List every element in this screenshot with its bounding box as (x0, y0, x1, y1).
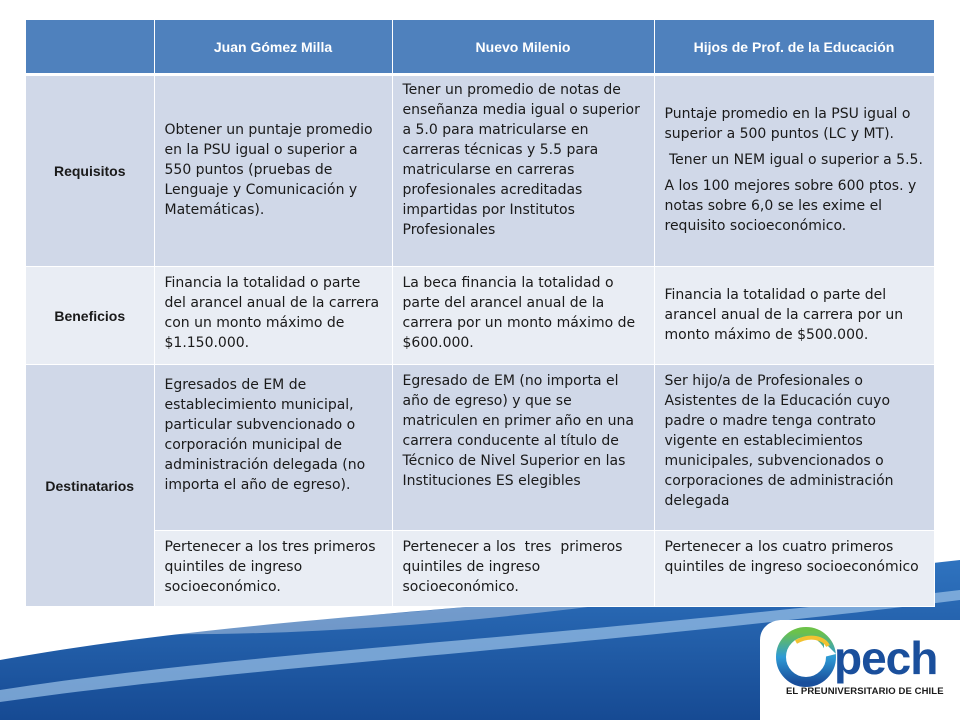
header-juan-gomez-milla: Juan Gómez Milla (154, 20, 392, 75)
scholarship-comparison-table (26, 20, 935, 607)
comparison-table-container (26, 20, 934, 607)
requisito-hpe-line: Tener un NEM igual o superior a 5.5. (664, 152, 923, 168)
row-label-destinatarios: Destinatarios (26, 365, 154, 607)
cell-requisitos-jgm: Obtener un puntaje promedio en la PSU igual o superior a 550 puntos (pruebas de Lenguaje y Comunicación y Matemáticas). (154, 75, 392, 267)
row-requisitos (26, 75, 934, 267)
table-header-row (26, 20, 934, 75)
row-label-beneficios: Beneficios (26, 267, 154, 365)
row-destinatarios-1 (26, 365, 934, 531)
header-nuevo-milenio: Nuevo Milenio (392, 20, 654, 75)
cell-beneficios-nm: La beca financia la totalidad o parte del arancel anual de la carrera por un monto máximo de $600.000. (392, 267, 654, 365)
cell-destinatarios-nm: Egresado de EM (no importa el año de egreso) y que se matriculen en primer año en una carrera conducente al título de Técnico de Nivel Superior en las Instituciones ES elegibles (392, 365, 654, 531)
logo-c-mark (781, 632, 836, 682)
cpech-logo (766, 624, 956, 716)
row-beneficios (26, 267, 934, 365)
cell-destinatarios-jgm: Egresados de EM de establecimiento municipal, particular subvencionado o corporación municipal de administración delegada (no importa el año de egreso). (154, 365, 392, 531)
cell-quintiles-hpe: Pertenecer a los cuatro primeros quintiles de ingreso socioeconómico (654, 531, 934, 607)
requisito-hpe-line: A los 100 mejores sobre 600 ptos. y notas sobre 6,0 se les exime el requisito socioeconómico. (664, 178, 917, 234)
requisito-hpe-line: Puntaje promedio en la PSU igual o superior a 500 puntos (LC y MT). (664, 106, 911, 142)
cell-quintiles-jgm: Pertenecer a los tres primeros quintiles de ingreso socioeconómico. (154, 531, 392, 607)
cell-requisitos-hpe (654, 75, 934, 267)
logo-tagline: EL PREUNIVERSITARIO DE CHILE (786, 686, 944, 697)
header-empty-cell (26, 20, 154, 75)
cell-requisitos-nm: Tener un promedio de notas de enseñanza media igual o superior a 5.0 para matricularse en carreras técnicas y 5.5 para matricularse en carreras profesionales acreditadas impartidas por Institutos Profesionales (392, 75, 654, 267)
cell-destinatarios-hpe: Ser hijo/a de Profesionales o Asistentes de la Educación cuyo padre o madre tenga contrato vigente en establecimientos municipales, subvencionados o corporaciones de administración delegada (654, 365, 934, 531)
logo-wordmark: pech (834, 632, 938, 684)
header-hijos-prof-educacion: Hijos de Prof. de la Educación (654, 20, 934, 75)
cell-beneficios-hpe: Financia la totalidad o parte del arancel anual de la carrera por un monto máximo de $500.000. (654, 267, 934, 365)
row-label-requisitos: Requisitos (26, 75, 154, 267)
cell-beneficios-jgm: Financia la totalidad o parte del arancel anual de la carrera con un monto máximo de $1.150.000. (154, 267, 392, 365)
cell-quintiles-nm: Pertenecer a los tres primeros quintiles de ingreso socioeconómico. (392, 531, 654, 607)
row-destinatarios-2 (26, 531, 934, 607)
